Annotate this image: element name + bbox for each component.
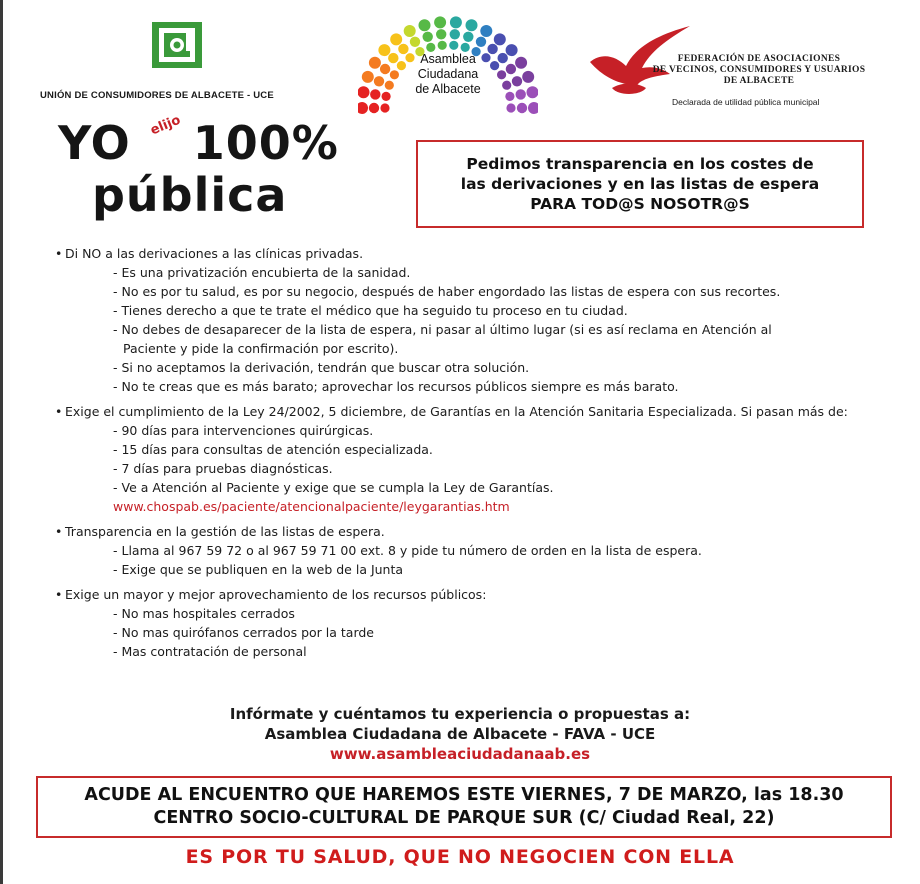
fava-name-line-2: DE VECINOS, CONSUMIDORES Y USUARIOS — [652, 65, 866, 75]
list-item: - 15 días para consultas de atención especializada. — [113, 442, 433, 457]
request-box — [416, 140, 864, 228]
list-item: - No mas hospitales cerrados — [113, 606, 295, 621]
slogan-percent: 100% — [192, 116, 339, 170]
uce-logo-icon — [150, 20, 204, 70]
list-item: - 90 días para intervenciones quirúrgicas. — [113, 423, 374, 438]
event-line-1: ACUDE AL ENCUENTRO QUE HAREMOS ESTE VIERNES, 7 DE MARZO, las 18.30 — [84, 785, 844, 805]
content-list — [55, 244, 905, 661]
fava-subtitle: Declarada de utilidad pública municipal — [672, 97, 820, 107]
closing-slogan: ES POR TU SALUD, QUE NO NEGOCIEN CON ELLA — [185, 846, 735, 868]
asamblea-line-1: Asamblea — [420, 52, 476, 66]
fava-name — [632, 54, 886, 87]
slogan-elijo: elijo — [148, 112, 183, 139]
list-item: - No es por tu salud, es por su negocio, después de haber engordado las listas de espera con sus recortes. — [113, 284, 781, 299]
section-title: • Exige el cumplimiento de la Ley 24/2002, 5 diciembre, de Garantías en la Atención Sanitaria Especializada. Si pasan más de: — [55, 402, 905, 421]
list-item: - No te creas que es más barato; aprovechar los recursos públicos siempre es más barato. — [113, 379, 679, 394]
list-item: - Ve a Atención al Paciente y exige que se cumpla la Ley de Garantías. — [113, 480, 554, 495]
asamblea-website-link[interactable]: www.asambleaciudadanaab.es — [329, 745, 591, 763]
fava-name-line-1: FEDERACIÓN DE ASOCIACIONES — [677, 54, 841, 64]
list-item: - 7 días para pruebas diagnósticas. — [113, 461, 333, 476]
info-line-1: Infórmate y cuéntamos tu experiencia o propuestas a: — [229, 705, 691, 723]
asamblea-name — [398, 52, 498, 97]
event-line-2: CENTRO SOCIO-CULTURAL DE PARQUE SUR (C/ Ciudad Real, 22) — [153, 808, 775, 828]
slogan-yo: YO — [58, 116, 131, 170]
event-box — [36, 776, 892, 838]
info-block — [0, 704, 920, 764]
slogan-line-1 — [58, 116, 339, 170]
request-line-3: PARA TOD@S NOSOTR@S — [530, 195, 750, 213]
section-title: • Di NO a las derivaciones a las clínicas privadas. — [55, 244, 905, 263]
list-item: - No mas quirófanos cerrados por la tarde — [113, 625, 374, 640]
list-item: - Es una privatización encubierta de la sanidad. — [113, 265, 411, 280]
list-item: - Llama al 967 59 72 o al 967 59 71 00 ext. 8 y pide tu número de orden en la lista de espera. — [113, 543, 702, 558]
request-line-2: las derivaciones y en las listas de espera — [460, 175, 820, 193]
list-item: - Exige que se publiquen en la web de la Junta — [113, 562, 404, 577]
info-line-2: Asamblea Ciudadana de Albacete - FAVA - UCE — [264, 725, 656, 743]
section-title: • Transparencia en la gestión de las listas de espera. — [55, 522, 905, 541]
list-item: - Tienes derecho a que te trate el médico que ha seguido tu proceso en tu ciudad. — [113, 303, 628, 318]
uce-label: UNIÓN DE CONSUMIDORES DE ALBACETE - UCE — [40, 90, 274, 101]
request-line-1: Pedimos transparencia en los costes de — [466, 155, 814, 173]
list-item: - No debes de desaparecer de la lista de espera, ni pasar al último lugar (si es así reclama en Atención al — [113, 322, 772, 337]
garantias-link[interactable]: www.chospab.es/paciente/atencionalpaciente/leygarantias.htm — [113, 499, 510, 514]
list-item: - Si no aceptamos la derivación, tendrán que buscar otra solución. — [113, 360, 530, 375]
list-item: Paciente y pide la confirmación por escrito). — [123, 341, 399, 356]
slogan-line-2: pública — [92, 168, 288, 222]
asamblea-line-2: Ciudadana — [417, 67, 479, 81]
fava-name-line-3: DE ALBACETE — [723, 76, 795, 86]
list-item: - Mas contratación de personal — [113, 644, 307, 659]
asamblea-line-3: de Albacete — [415, 82, 481, 96]
section-title: • Exige un mayor y mejor aprovechamiento de los recursos públicos: — [55, 585, 905, 604]
